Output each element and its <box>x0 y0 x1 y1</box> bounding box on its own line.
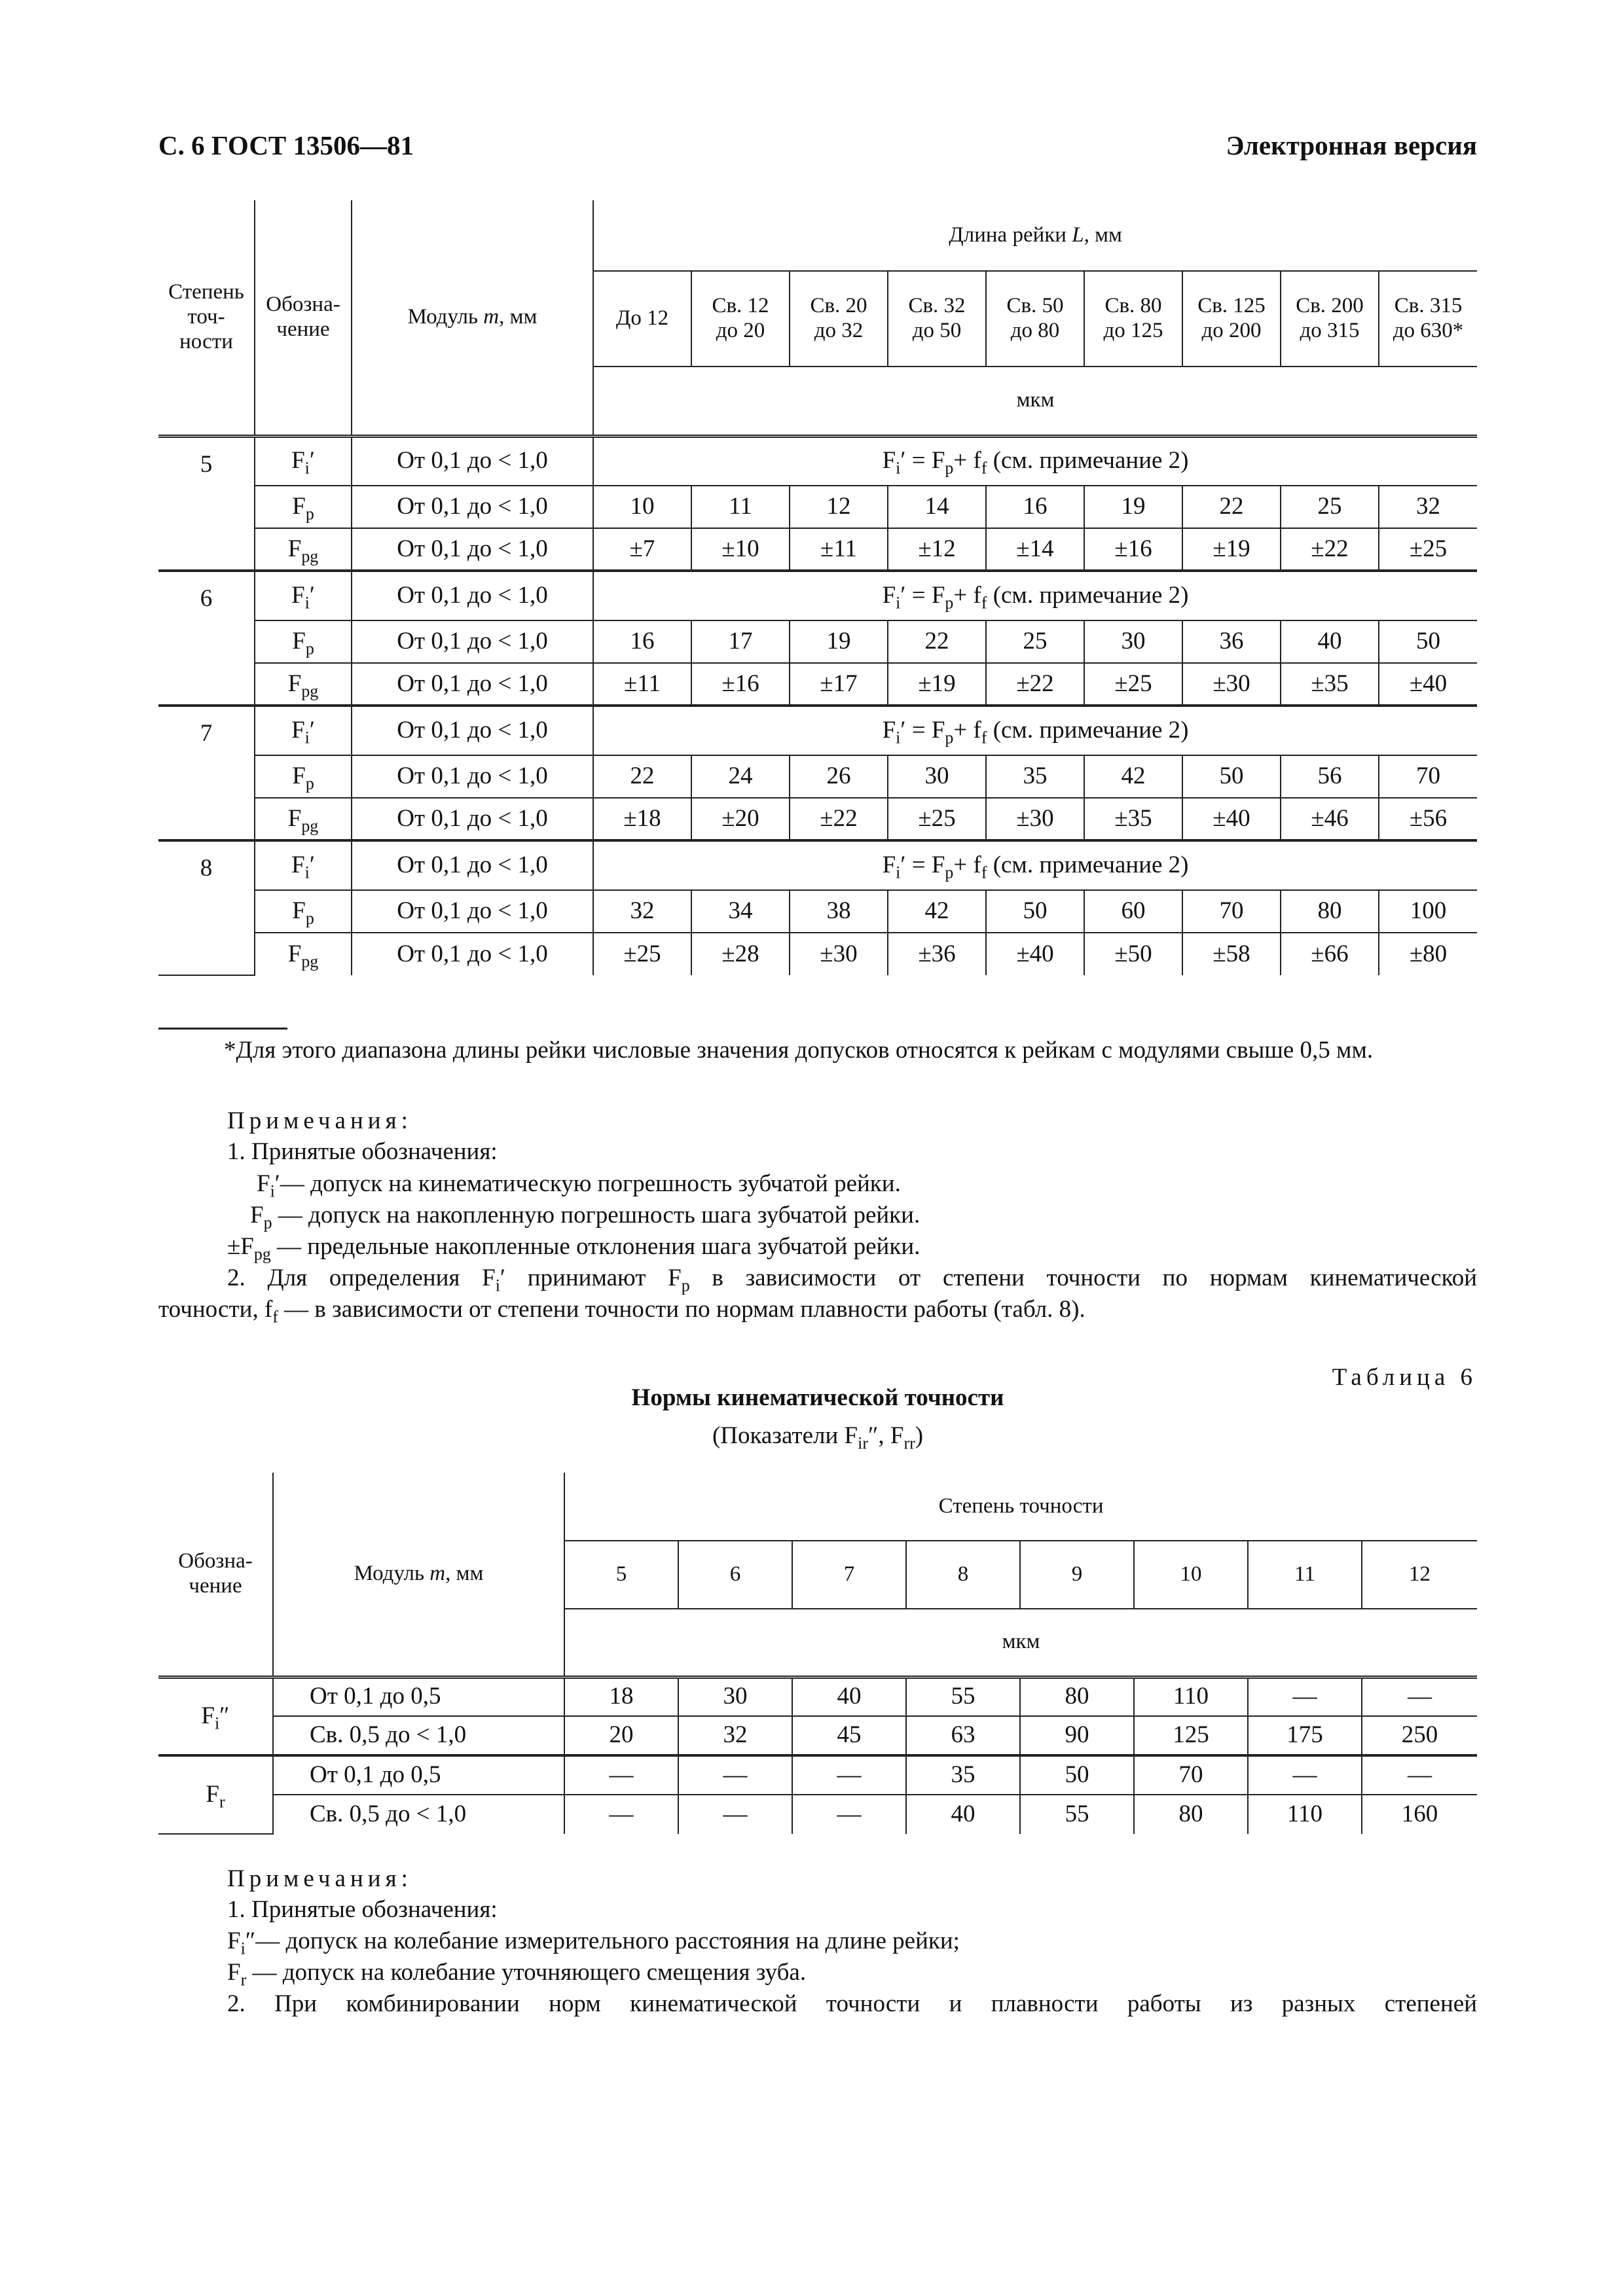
t6-value: — <box>564 1795 678 1834</box>
fp-value: 16 <box>593 620 691 663</box>
module-cell: От 0,1 до < 1,0 <box>352 755 593 798</box>
fpg-value: ±10 <box>691 528 790 571</box>
symbol-fp: $F_p$ <box>255 890 352 933</box>
fpg-value: ±30 <box>986 798 1084 840</box>
fp-value: 25 <box>986 620 1084 663</box>
fpg-value: ±40 <box>1379 663 1477 706</box>
page-header-right: Электронная версия <box>1226 130 1477 160</box>
symbol-fpg: $F_{pg}$ <box>255 528 352 571</box>
fp-value: 36 <box>1182 620 1281 663</box>
fpg-value: ±30 <box>1182 663 1281 706</box>
degree-cell: 8 <box>158 840 255 975</box>
formula-cell: $F_i' = F_p+ f_f$ (см. примечание 2) <box>593 571 1477 620</box>
length-range-col: Св. 12 до 20 <box>691 271 790 367</box>
t6-value: — <box>1362 1677 1477 1716</box>
length-range-col: Св. 50 до 80 <box>986 271 1084 367</box>
fp-value: 56 <box>1281 755 1379 798</box>
footnote: *Для этого диапазона длины рейки числовые значения допусков относятся к рейкам с модулями свыше 0,5 мм. <box>224 1037 1374 1064</box>
t6-value: — <box>1362 1755 1477 1795</box>
fpg-value: ±56 <box>1379 798 1477 840</box>
degree-col: 7 <box>792 1541 906 1609</box>
fp-value: 40 <box>1281 620 1379 663</box>
degree-col: 5 <box>564 1541 678 1609</box>
fp-value: 50 <box>1182 755 1281 798</box>
fpg-value: ±11 <box>593 663 691 706</box>
t6-value: 80 <box>1020 1677 1134 1716</box>
notes1-title: Примечания: <box>227 1107 412 1134</box>
t6-module: Св. 0,5 до < 1,0 <box>273 1716 564 1755</box>
notes2-line1: 1. Принятые обозначения: <box>227 1896 498 1923</box>
fpg-value: ±25 <box>593 933 691 975</box>
t6-value: 160 <box>1362 1795 1477 1834</box>
notes2-title: Примечания: <box>227 1865 412 1892</box>
header-length: Длина рейки L, мм <box>593 200 1477 271</box>
t6-value: 250 <box>1362 1716 1477 1755</box>
fp-value: 25 <box>1281 486 1379 528</box>
fp-value: 22 <box>888 620 986 663</box>
fpg-value: ±11 <box>790 528 888 571</box>
fp-value: 30 <box>888 755 986 798</box>
fp-value: 70 <box>1379 755 1477 798</box>
t6-header-unit: мкм <box>564 1609 1477 1677</box>
degree-cell: 6 <box>158 571 255 706</box>
length-range-col: Св. 125 до 200 <box>1182 271 1281 367</box>
t6-header-module: Модуль m, мм <box>273 1473 564 1677</box>
formula-cell: $F_i' = F_p+ f_f$ (см. примечание 2) <box>593 436 1477 486</box>
fp-value: 11 <box>691 486 790 528</box>
module-cell: От 0,1 до < 1,0 <box>352 620 593 663</box>
fpg-value: ±17 <box>790 663 888 706</box>
t6-value: — <box>1248 1677 1362 1716</box>
fpg-value: ±30 <box>790 933 888 975</box>
fp-value: 100 <box>1379 890 1477 933</box>
fp-value: 32 <box>1379 486 1477 528</box>
fp-value: 22 <box>1182 486 1281 528</box>
t6-value: 20 <box>564 1716 678 1755</box>
fp-value: 34 <box>691 890 790 933</box>
formula-cell: $F_i' = F_p+ f_f$ (см. примечание 2) <box>593 706 1477 755</box>
t6-value: 40 <box>792 1677 906 1716</box>
notes1-fi: $F_i'—$ допуск на кинематическую погрешность зубчатой рейки. <box>257 1170 901 1201</box>
symbol-fpg: $F_{pg}$ <box>255 663 352 706</box>
t6-value: 110 <box>1134 1677 1248 1716</box>
t6-value: 55 <box>906 1677 1020 1716</box>
fp-value: 60 <box>1084 890 1182 933</box>
t6-value: — <box>792 1755 906 1795</box>
t6-value: 90 <box>1020 1716 1134 1755</box>
fpg-value: ±16 <box>691 663 790 706</box>
symbol-fpg: $F_{pg}$ <box>255 798 352 840</box>
notes2-fr: $F_r$ — допуск на колебание уточняющего смещения зуба. <box>227 1959 807 1990</box>
fpg-value: ±25 <box>1379 528 1477 571</box>
degree-col: 11 <box>1248 1541 1362 1609</box>
t6-value: 125 <box>1134 1716 1248 1755</box>
fpg-value: ±18 <box>593 798 691 840</box>
t6-value: — <box>1248 1755 1362 1795</box>
notes1-line2: 2. Для определения $F_i'$ принимают $F_p$ в зависимости от степени точности по нормам кинематической <box>227 1265 1478 1295</box>
t6-value: 18 <box>564 1677 678 1716</box>
fpg-value: ±40 <box>1182 798 1281 840</box>
header-unit: мкм <box>593 367 1477 436</box>
header-degree: Степень точ- ности <box>158 200 255 436</box>
symbol-fi: $F_i'$ <box>255 436 352 486</box>
length-range-col: Св. 32 до 50 <box>888 271 986 367</box>
fpg-value: ±80 <box>1379 933 1477 975</box>
table6-label: Таблица 6 <box>1332 1364 1477 1391</box>
fp-value: 10 <box>593 486 691 528</box>
module-cell: От 0,1 до < 1,0 <box>352 663 593 706</box>
degree-col: 12 <box>1362 1541 1477 1609</box>
table6-subtitle: (Показатели $F_{ir}''$, $F_{rr}$) <box>712 1422 924 1453</box>
fp-value: 12 <box>790 486 888 528</box>
symbol-fi: $F_i'$ <box>255 840 352 890</box>
t6-module: Св. 0,5 до < 1,0 <box>273 1795 564 1834</box>
t6-value: 40 <box>906 1795 1020 1834</box>
fp-value: 22 <box>593 755 691 798</box>
fpg-value: ±19 <box>1182 528 1281 571</box>
fpg-value: ±25 <box>1084 663 1182 706</box>
fp-value: 19 <box>1084 486 1182 528</box>
notes1-line1: 1. Принятые обозначения: <box>227 1138 498 1165</box>
notes1-line3: точности, $f_f$ — в зависимости от степени точности по нормам плавности работы (табл. 8). <box>158 1296 1085 1327</box>
fpg-value: ±22 <box>790 798 888 840</box>
module-cell: От 0,1 до < 1,0 <box>352 436 593 486</box>
degree-col: 8 <box>906 1541 1020 1609</box>
footnote-rule <box>158 1028 287 1030</box>
t6-value: 50 <box>1020 1755 1134 1795</box>
t6-value: 80 <box>1134 1795 1248 1834</box>
symbol-fp: $F_p$ <box>255 755 352 798</box>
t6-value: 110 <box>1248 1795 1362 1834</box>
fp-value: 50 <box>1379 620 1477 663</box>
fp-value: 38 <box>790 890 888 933</box>
length-range-col: До 12 <box>593 271 691 367</box>
module-cell: От 0,1 до < 1,0 <box>352 486 593 528</box>
fpg-value: ±16 <box>1084 528 1182 571</box>
page-header-left: С. 6 ГОСТ 13506—81 <box>158 130 414 160</box>
fpg-value: ±19 <box>888 663 986 706</box>
fp-value: 35 <box>986 755 1084 798</box>
degree-col: 6 <box>678 1541 792 1609</box>
fp-value: 19 <box>790 620 888 663</box>
fpg-value: ±35 <box>1281 663 1379 706</box>
table-5 <box>158 200 1477 976</box>
t6-symbol: $F_i''$ <box>158 1677 273 1755</box>
module-cell: От 0,1 до < 1,0 <box>352 706 593 755</box>
t6-value: 70 <box>1134 1755 1248 1795</box>
module-cell: От 0,1 до < 1,0 <box>352 528 593 571</box>
fpg-value: ±22 <box>1281 528 1379 571</box>
notes2-fi: $F_i''—$ допуск на колебание измерительного расстояния на длине рейки; <box>227 1928 960 1958</box>
t6-value: 45 <box>792 1716 906 1755</box>
degree-cell: 5 <box>158 436 255 571</box>
fp-value: 32 <box>593 890 691 933</box>
length-range-col: Св. 200 до 315 <box>1281 271 1379 367</box>
t6-value: — <box>564 1755 678 1795</box>
fp-value: 24 <box>691 755 790 798</box>
fp-value: 14 <box>888 486 986 528</box>
fpg-value: ±36 <box>888 933 986 975</box>
t6-value: — <box>792 1795 906 1834</box>
fp-value: 16 <box>986 486 1084 528</box>
t6-value: — <box>678 1795 792 1834</box>
fpg-value: ±35 <box>1084 798 1182 840</box>
degree-col: 9 <box>1020 1541 1134 1609</box>
table-6 <box>158 1473 1477 1835</box>
fpg-value: ±28 <box>691 933 790 975</box>
t6-value: 63 <box>906 1716 1020 1755</box>
fp-value: 80 <box>1281 890 1379 933</box>
fpg-value: ±14 <box>986 528 1084 571</box>
fpg-value: ±46 <box>1281 798 1379 840</box>
table6-title: Нормы кинематической точности <box>631 1384 1004 1411</box>
fpg-value: ±58 <box>1182 933 1281 975</box>
fpg-value: ±22 <box>986 663 1084 706</box>
t6-module: От 0,1 до 0,5 <box>273 1677 564 1716</box>
length-range-col: Св. 315 до 630* <box>1379 271 1477 367</box>
module-cell: От 0,1 до < 1,0 <box>352 933 593 975</box>
symbol-fi: $F_i'$ <box>255 571 352 620</box>
symbol-fp: $F_p$ <box>255 620 352 663</box>
t6-value: 175 <box>1248 1716 1362 1755</box>
fp-value: 42 <box>888 890 986 933</box>
module-cell: От 0,1 до < 1,0 <box>352 890 593 933</box>
fp-value: 42 <box>1084 755 1182 798</box>
module-cell: От 0,1 до < 1,0 <box>352 840 593 890</box>
fp-value: 30 <box>1084 620 1182 663</box>
t6-header-symbol: Обозна- чение <box>158 1473 273 1677</box>
t6-value: 30 <box>678 1677 792 1716</box>
fpg-value: ±25 <box>888 798 986 840</box>
fp-value: 26 <box>790 755 888 798</box>
symbol-fp: $F_p$ <box>255 486 352 528</box>
t6-header-degree: Степень точности <box>564 1473 1477 1541</box>
fpg-value: ±12 <box>888 528 986 571</box>
t6-value: 32 <box>678 1716 792 1755</box>
fpg-value: ±40 <box>986 933 1084 975</box>
header-symbol: Обозна- чение <box>255 200 352 436</box>
module-cell: От 0,1 до < 1,0 <box>352 798 593 840</box>
header-module: Модуль m, мм <box>352 200 593 436</box>
fp-value: 17 <box>691 620 790 663</box>
symbol-fi: $F_i'$ <box>255 706 352 755</box>
degree-col: 10 <box>1134 1541 1248 1609</box>
notes1-fpg: $\pm F_{pg}$ — предельные накопленные отклонения шага зубчатой рейки. <box>227 1233 921 1264</box>
symbol-fpg: $F_{pg}$ <box>255 933 352 975</box>
fp-value: 70 <box>1182 890 1281 933</box>
fpg-value: ±20 <box>691 798 790 840</box>
fpg-value: ±66 <box>1281 933 1379 975</box>
t6-value: 35 <box>906 1755 1020 1795</box>
length-range-col: Св. 20 до 32 <box>790 271 888 367</box>
module-cell: От 0,1 до < 1,0 <box>352 571 593 620</box>
length-range-col: Св. 80 до 125 <box>1084 271 1182 367</box>
fpg-value: ±7 <box>593 528 691 571</box>
notes1-fp: $F_p$ — допуск на накопленную погрешность шага зубчатой рейки. <box>250 1202 921 1232</box>
fp-value: 50 <box>986 890 1084 933</box>
notes2-line2: 2. При комбинировании норм кинематической точности и плавности работы из разных степеней <box>227 1990 1477 2017</box>
t6-module: От 0,1 до 0,5 <box>273 1755 564 1795</box>
formula-cell: $F_i' = F_p+ f_f$ (см. примечание 2) <box>593 840 1477 890</box>
t6-value: 55 <box>1020 1795 1134 1834</box>
degree-cell: 7 <box>158 706 255 840</box>
t6-symbol: $F_r$ <box>158 1755 273 1834</box>
t6-value: — <box>678 1755 792 1795</box>
fpg-value: ±50 <box>1084 933 1182 975</box>
